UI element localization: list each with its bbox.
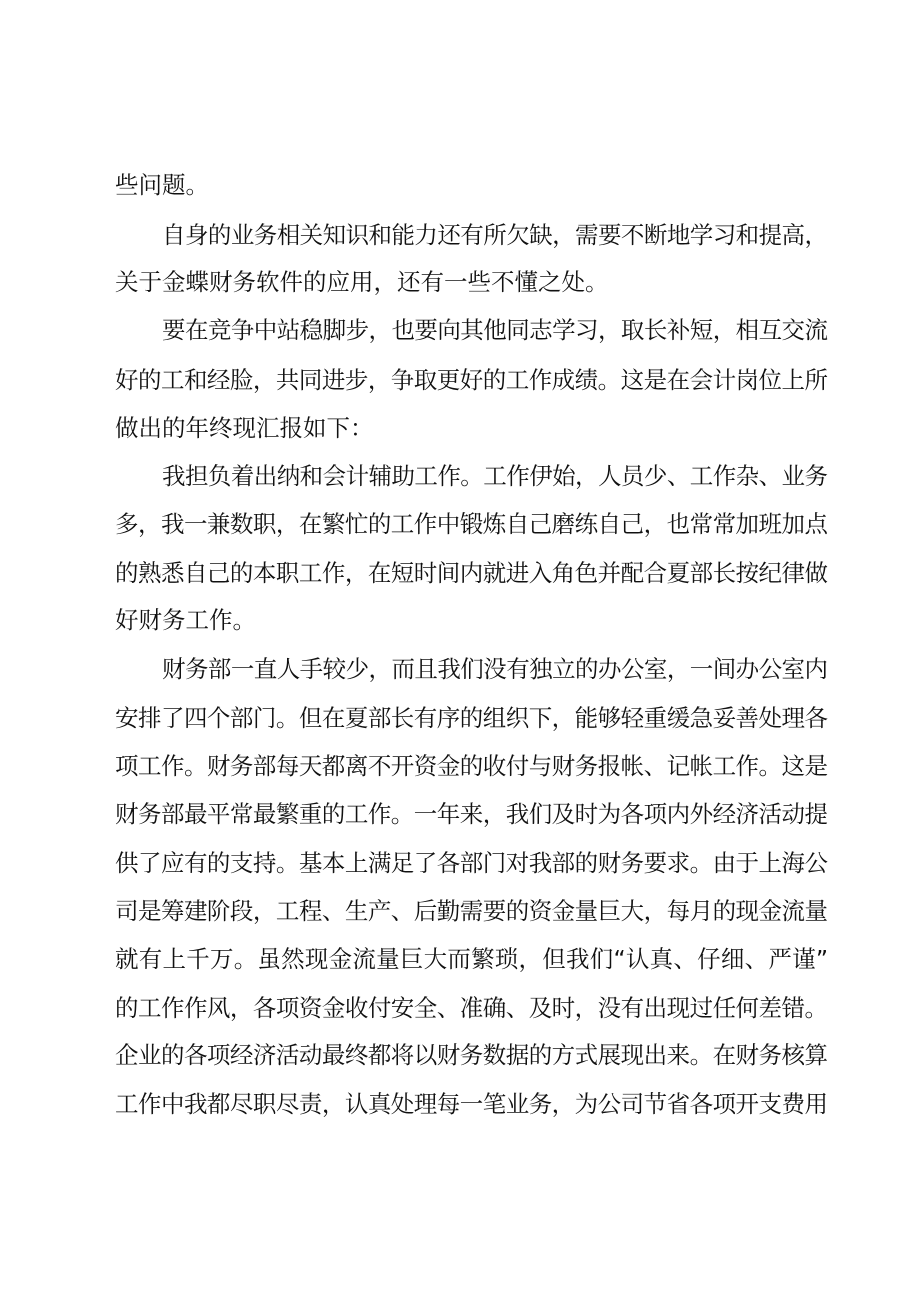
text-line: 供了应有的支持。基本上满足了各部门对我部的财务要求。由于上海公 bbox=[115, 849, 828, 877]
text-line: 关于金蝶财务软件的应用，还有一些不懂之处。 bbox=[115, 268, 609, 296]
text-line: 好财务工作。 bbox=[115, 606, 256, 634]
text-line: 的熟悉自己的本职工作，在短时间内就进入角色并配合夏部长按纪律做 bbox=[115, 559, 828, 587]
text-line: 安排了四个部门。但在夏部长有序的组织下，能够轻重缓急妥善处理各 bbox=[115, 704, 828, 732]
text-line: 企业的各项经济活动最终都将以财务数据的方式展现出来。在财务核算 bbox=[115, 1041, 828, 1069]
text-line: 司是筹建阶段，工程、生产、后勤需要的资金量巨大，每月的现金流量 bbox=[115, 897, 828, 925]
text-line: 就有上千万。虽然现金流量巨大而繁琐，但我们“认真、仔细、严谨” bbox=[115, 945, 829, 973]
text-line: 的工作作风，各项资金收付安全、准确、及时，没有出现过任何差错。 bbox=[115, 994, 828, 1022]
text-line: 财务部最平常最繁重的工作。一年来，我们及时为各项内外经济活动提 bbox=[115, 800, 828, 828]
text-line: 我担负着出纳和会计辅助工作。工作伊始，人员少、工作杂、业务 bbox=[162, 462, 828, 490]
text-line: 要在竞争中站稳脚步，也要向其他同志学习，取长补短，相互交流 bbox=[162, 316, 828, 344]
text-line: 工作中我都尽职尽责，认真处理每一笔业务，为公司节省各项开支费用 bbox=[115, 1090, 828, 1118]
text-line: 多，我一兼数职，在繁忙的工作中锻炼自己磨练自己，也常常加班加点 bbox=[115, 510, 828, 538]
text-line: 做出的年终现汇报如下： bbox=[115, 414, 374, 442]
text-line: 财务部一直人手较少，而且我们没有独立的办公室，一间办公室内 bbox=[162, 655, 828, 683]
text-line: 好的工和经脸，共同进步，争取更好的工作成绩。这是在会计岗位上所 bbox=[115, 366, 828, 394]
text-line: 自身的业务相关知识和能力还有所欠缺，需要不断地学习和提高， bbox=[162, 221, 828, 249]
text-line: 些问题。 bbox=[115, 171, 209, 199]
text-line: 项工作。财务部每天都离不开资金的收付与财务报帐、记帐工作。这是 bbox=[115, 752, 828, 780]
